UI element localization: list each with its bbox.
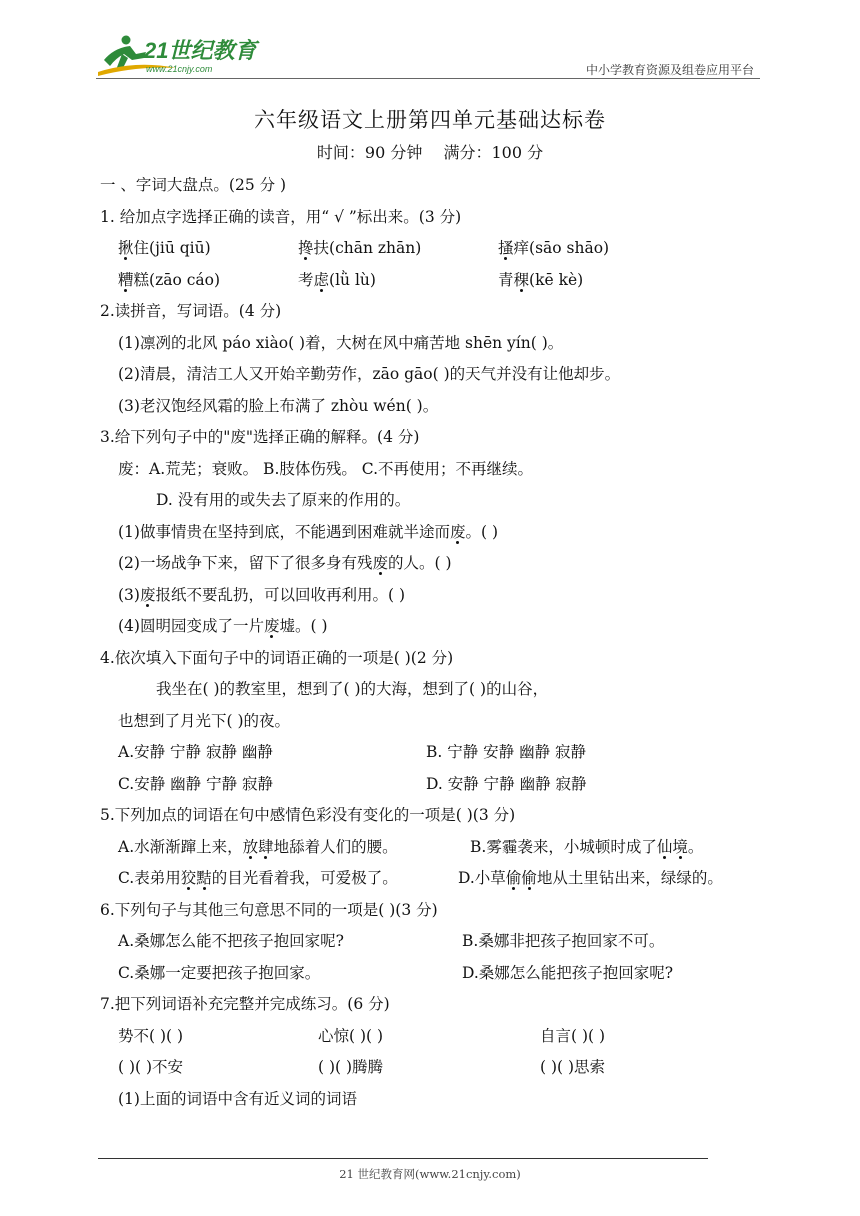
question-stem: 1. 给加点字选择正确的读音，用“ √ ”标出来。(3 分) — [100, 207, 462, 226]
definition-options: D. 没有用的或失去了原来的作用的。 — [156, 491, 411, 509]
option-c: C.表弟用狡黠的目光看着我，可爱极了。 — [118, 869, 398, 887]
idiom-blank: ( )( )腾腾 — [318, 1058, 384, 1076]
exam-body — [100, 170, 780, 1115]
idiom-blank: ( )( )思索 — [540, 1058, 606, 1076]
question-stem: 4.依次填入下面句子中的词语正确的一项是( )(2 分) — [100, 648, 454, 667]
option-b: B.雾霾袭来，小城顿时成了仙境。 — [470, 837, 704, 856]
option-b: B.桑娜非把孩子抱回家不可。 — [462, 932, 665, 950]
sub-question: (2)一场战争下来，留下了很多身有残废的人。( ) — [118, 554, 452, 572]
options-row — [100, 832, 780, 864]
pinyin-item: 糟糕(zāo cáo) — [118, 270, 221, 289]
section-heading: 一 、字词大盘点。(25 分 ) — [100, 176, 287, 194]
pinyin-item: 搔痒(sāo shāo) — [498, 239, 610, 257]
header-divider — [96, 78, 760, 79]
option-b: B. 宁静 安静 幽静 寂静 — [426, 743, 587, 761]
pinyin-item: 考虑(lǜ lù) — [298, 270, 376, 289]
exam-info — [0, 140, 860, 163]
exam-time: 时间：90 分钟 — [316, 143, 423, 162]
idiom-row — [100, 1021, 780, 1053]
options-row — [100, 958, 780, 990]
pinyin-item: 青稞(kē kè) — [498, 270, 584, 289]
platform-name: 中小学教育资源及组卷应用平台 — [585, 63, 754, 77]
question-sentence: 我坐在( )的教室里，想到了( )的大海，想到了( )的山谷， — [156, 680, 549, 698]
definition-options: 废：A.荒芜；衰败。 B.肢体伤残。 C.不再使用；不再继续。 — [118, 459, 534, 478]
option-a: A.桑娜怎么能不把孩子抱回家呢? — [118, 932, 344, 950]
idiom-row — [100, 1052, 780, 1084]
exam-score: 满分：100 分 — [443, 143, 544, 162]
option-c: C.桑娜一定要把孩子抱回家。 — [118, 963, 321, 982]
option-a: A.安静 宁静 寂静 幽静 — [118, 743, 273, 761]
pinyin-item: 搀扶(chān zhān) — [298, 239, 422, 257]
pinyin-row — [100, 233, 780, 265]
idiom-blank: 自言( )( ) — [540, 1026, 606, 1045]
question-stem: 5.下列加点的词语在句中感情色彩没有变化的一项是( )(3 分) — [100, 806, 516, 824]
logo-text: 21世纪教育 — [144, 38, 257, 63]
option-d: D.桑娜怎么能把孩子抱回家呢? — [462, 963, 674, 982]
footer-text: 21 世纪教育网(www.21cnjy.com) — [339, 1167, 521, 1181]
pinyin-item: 揪住(jiū qiū) — [118, 239, 211, 257]
options-row — [100, 926, 780, 958]
idiom-blank: 心惊( )( ) — [318, 1026, 384, 1045]
sub-question: (1)做事情贵在坚持到底，不能遇到困难就半途而废。( ) — [118, 522, 499, 541]
question-stem: 6.下列句子与其他三句意思不同的一项是( )(3 分) — [100, 900, 438, 919]
idiom-blank: ( )( )不安 — [118, 1058, 184, 1076]
question-sentence: 也想到了月光下( )的夜。 — [118, 711, 291, 730]
sub-question: (1)凛冽的北风 páo xiào( )着，大树在风中痛苦地 shēn yín( )。 — [118, 333, 564, 352]
page-title: 六年级语文上册第四单元基础达标卷 — [254, 108, 606, 132]
question-stem: 2.读拼音，写词语。(4 分) — [100, 302, 282, 320]
site-logo — [96, 30, 266, 78]
options-row — [100, 737, 780, 769]
pinyin-row — [100, 265, 780, 297]
sub-question: (4)圆明园变成了一片废墟。( ) — [118, 617, 328, 635]
idiom-blank: 势不( )( ) — [118, 1026, 184, 1045]
options-row — [100, 769, 780, 801]
sub-question: (3)废报纸不要乱扔，可以回收再利用。( ) — [118, 585, 406, 604]
question-stem: 7.把下列词语补充完整并完成练习。(6 分) — [100, 995, 390, 1013]
sub-question: (1)上面的词语中含有近义词的词语 — [118, 1089, 357, 1108]
options-row — [100, 863, 780, 895]
question-stem: 3.给下列句子中的"废"选择正确的解释。(4 分) — [100, 428, 420, 446]
sub-question: (2)清晨，清洁工人又开始辛勤劳作，zāo gāo( )的天气并没有让他却步。 — [118, 365, 621, 383]
option-d: D. 安静 宁静 幽静 寂静 — [426, 774, 587, 793]
footer-divider — [98, 1158, 708, 1159]
option-a: A.水渐渐蹿上来，放肆地舔着人们的腰。 — [118, 837, 398, 856]
sub-question: (3)老汉饱经风霜的脸上布满了 zhòu wén( )。 — [118, 396, 439, 415]
logo-url: www.21cnjy.com — [146, 64, 213, 74]
option-c: C.安静 幽静 宁静 寂静 — [118, 774, 274, 793]
option-d: D.小草偷偷地从土里钻出来，绿绿的。 — [458, 869, 723, 887]
